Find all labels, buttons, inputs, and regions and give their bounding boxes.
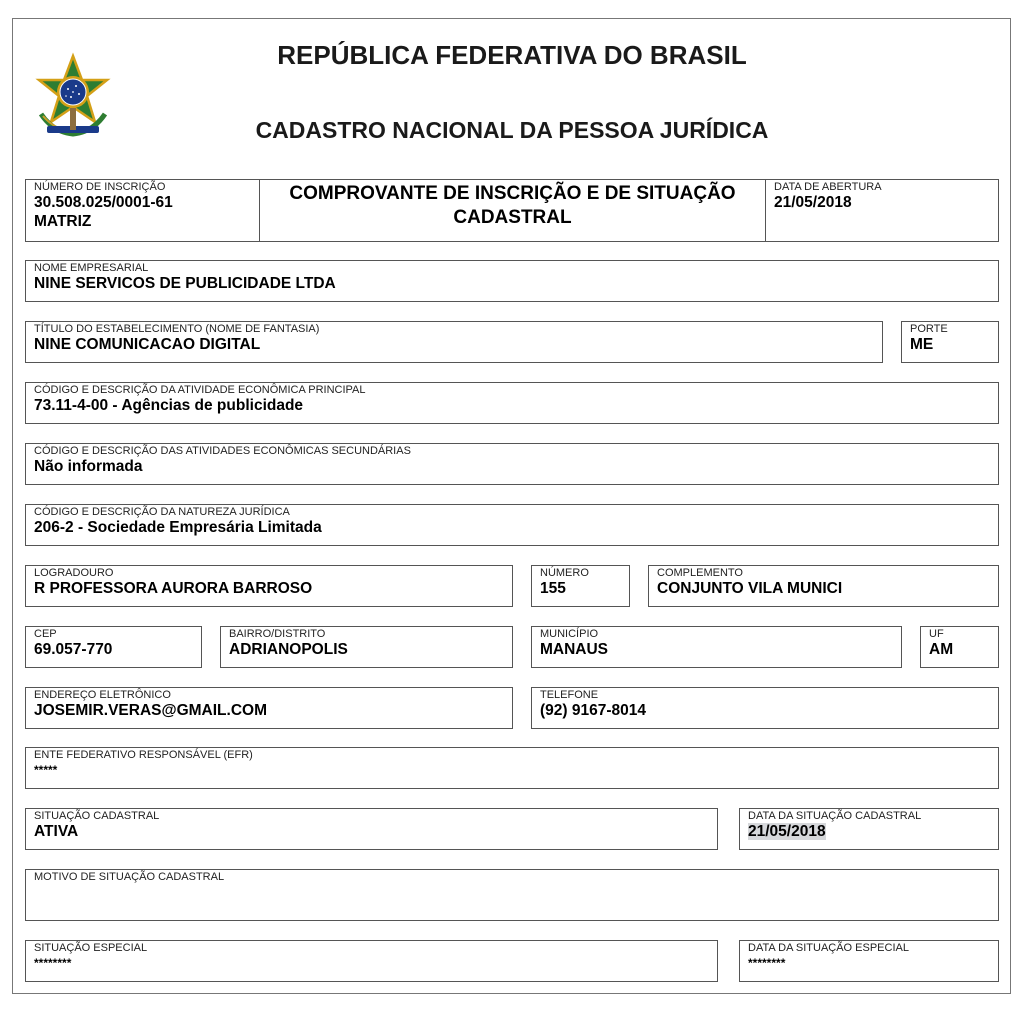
- street-number-label: NÚMERO: [540, 567, 589, 579]
- opening-date-value: 21/05/2018: [774, 194, 852, 211]
- registration-type-value: MATRIZ: [34, 213, 92, 230]
- secondary-activities-box: [25, 443, 999, 485]
- special-status-value: ********: [34, 956, 72, 970]
- special-status-box: [25, 940, 718, 982]
- efr-value: *****: [34, 763, 58, 777]
- city-label: MUNICÍPIO: [540, 628, 599, 640]
- registration-number-box: [25, 179, 260, 242]
- status-reason-box: [25, 869, 999, 921]
- complement-label: COMPLEMENTO: [657, 567, 743, 579]
- certificate-title-line2: CADASTRAL: [453, 207, 572, 228]
- size-label: PORTE: [910, 323, 948, 335]
- email-value: JOSEMIR.VERAS@GMAIL.COM: [34, 702, 267, 719]
- opening-date-box: [765, 179, 999, 242]
- status-date-highlight[interactable]: 21/05/2018: [748, 823, 826, 840]
- cnpj-registry-title: CADASTRO NACIONAL DA PESSOA JURÍDICA: [255, 117, 769, 143]
- brazil-coat-of-arms-icon: [33, 52, 113, 140]
- special-status-date-box: [739, 940, 999, 982]
- main-activity-value: 73.11-4-00 - Agências de publicidade: [34, 397, 304, 414]
- efr-box: [25, 747, 999, 789]
- size-box: [901, 321, 999, 363]
- main-activity-label: CÓDIGO E DESCRIÇÃO DA ATIVIDADE ECONÔMICA PRINCIPAL: [34, 384, 366, 396]
- street-label: LOGRADOURO: [34, 567, 114, 579]
- certificate-title-box: [259, 179, 766, 242]
- certificate-title-line1: COMPROVANTE DE INSCRIÇÃO E DE SITUAÇÃO: [289, 183, 736, 204]
- registration-number-value: 30.508.025/0001-61: [34, 194, 173, 211]
- street-box: [25, 565, 513, 607]
- size-value: ME: [910, 336, 934, 353]
- district-label: BAIRRO/DISTRITO: [229, 628, 326, 640]
- efr-label: ENTE FEDERATIVO RESPONSÁVEL (EFR): [34, 749, 253, 761]
- state-value: AM: [929, 641, 954, 658]
- zip-code-box: [25, 626, 202, 668]
- company-name-value: NINE SERVICOS DE PUBLICIDADE LTDA: [34, 275, 336, 292]
- registration-status-value: ATIVA: [34, 823, 79, 840]
- email-box: [25, 687, 513, 729]
- secondary-activities-value: Não informada: [34, 458, 143, 475]
- email-label: ENDEREÇO ELETRÔNICO: [34, 689, 171, 701]
- secondary-activities-label: CÓDIGO E DESCRIÇÃO DAS ATIVIDADES ECONÔMICAS SECUNDÁRIAS: [34, 445, 411, 457]
- main-activity-box: [25, 382, 999, 424]
- phone-value: (92) 9167-8014: [540, 702, 646, 719]
- street-number-box: [531, 565, 630, 607]
- company-name-box: [25, 260, 999, 302]
- special-status-date-value: ********: [748, 956, 786, 970]
- registration-status-label: SITUAÇÃO CADASTRAL: [34, 810, 160, 822]
- trade-name-value: NINE COMUNICACAO DIGITAL: [34, 336, 261, 353]
- legal-nature-value: 206-2 - Sociedade Empresária Limitada: [34, 519, 322, 536]
- district-value: ADRIANOPOLIS: [229, 641, 348, 658]
- status-reason-label: MOTIVO DE SITUAÇÃO CADASTRAL: [34, 871, 225, 883]
- company-name-label: NOME EMPRESARIAL: [34, 262, 149, 274]
- opening-date-label: DATA DE ABERTURA: [774, 181, 882, 193]
- status-date-value: [748, 823, 826, 841]
- phone-label: TELEFONE: [540, 689, 599, 701]
- complement-value: CONJUNTO VILA MUNICI: [657, 580, 843, 597]
- street-number-value: 155: [540, 580, 566, 597]
- district-box: [220, 626, 513, 668]
- city-box: [531, 626, 902, 668]
- zip-code-label: CEP: [34, 628, 57, 640]
- phone-box: [531, 687, 999, 729]
- registration-status-box: [25, 808, 718, 850]
- street-value: R PROFESSORA AURORA BARROSO: [34, 580, 313, 597]
- state-label: UF: [929, 628, 944, 640]
- city-value: MANAUS: [540, 641, 609, 658]
- legal-nature-box: [25, 504, 999, 546]
- trade-name-box: [25, 321, 883, 363]
- status-date-box: [739, 808, 999, 850]
- special-status-label: SITUAÇÃO ESPECIAL: [34, 942, 148, 954]
- complement-box: [648, 565, 999, 607]
- republic-title: REPÚBLICA FEDERATIVA DO BRASIL: [277, 40, 747, 70]
- zip-code-value: 69.057-770: [34, 641, 113, 658]
- legal-nature-label: CÓDIGO E DESCRIÇÃO DA NATUREZA JURÍDICA: [34, 506, 290, 518]
- status-date-label: DATA DA SITUAÇÃO CADASTRAL: [748, 810, 922, 822]
- special-status-date-label: DATA DA SITUAÇÃO ESPECIAL: [748, 942, 909, 954]
- trade-name-label: TÍTULO DO ESTABELECIMENTO (NOME DE FANTASIA): [34, 323, 320, 335]
- registration-number-label: NÚMERO DE INSCRIÇÃO: [34, 181, 166, 193]
- state-box: [920, 626, 999, 668]
- certificate-title: [260, 182, 765, 230]
